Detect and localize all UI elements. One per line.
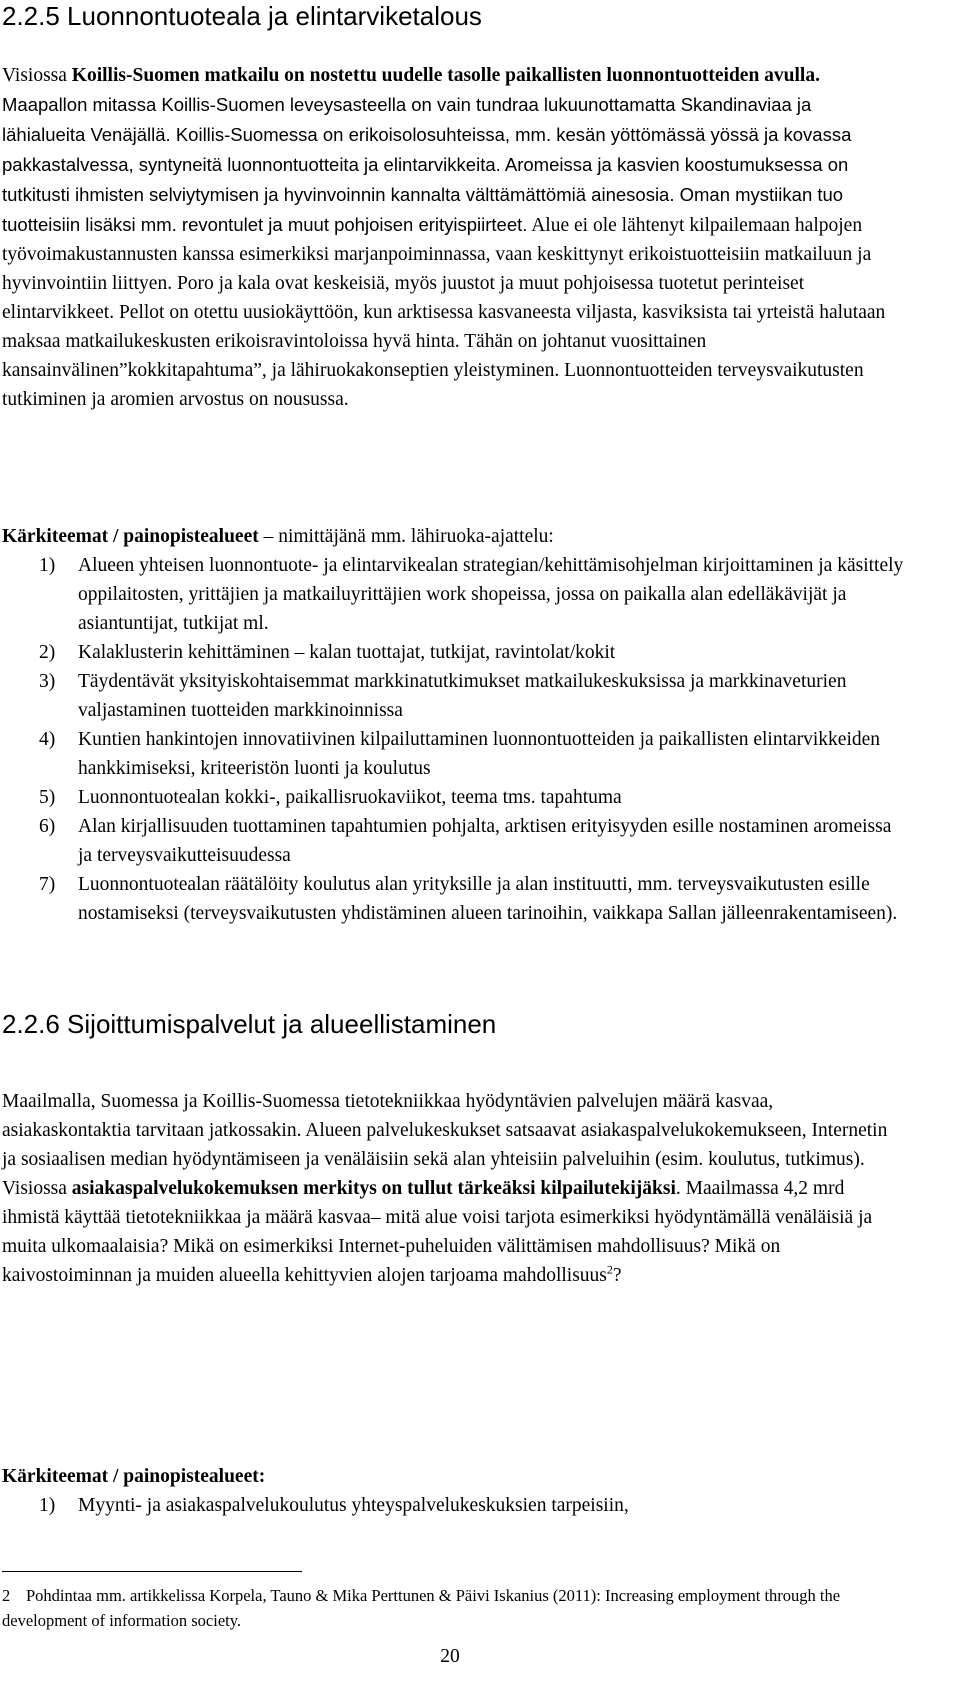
footnote-number: 2 [2,1586,11,1605]
list-text: Alueen yhteisen luonnontuote- ja elintarvikealan strategian/kehittämisohjelman kirjoittaminen ja käsittely oppilaitosten, yrittäjien ja matkailuyrittäjien work shopeissa, jossa on paikalla alan edelläkävijät ja asiantuntijat, tutkijat ml. [78,555,904,634]
focus-areas-label: Kärkiteemat / painopistealueet [2,526,259,547]
list-number: 1) [39,1495,56,1516]
para-bold-text: Koillis-Suomen matkailu on nostettu uudelle tasolle paikallisten luonnontuotteiden avulla. [71,65,820,86]
list-text: Kuntien hankintojen innovatiivinen kilpailuttaminen luonnontuotteiden ja paikallisten elintarvikkeiden hankkimiseksi, kriteeristön luonti ja koulutus [78,729,881,779]
focus-areas-list [0,551,905,928]
list-text: Alan kirjallisuuden tuottaminen tapahtumien pohjalta, arktisen erityisyyden esille nostaminen aromeissa ja terveysvaikutteisuudessa [78,816,892,866]
list-number: 2) [39,642,56,663]
para-text: Alue ei ole lähtenyt kilpailemaan halpojen työvoimakustannusten kanssa esimerkiksi marjanpoiminnassa, vaan keskittynyt erikoistuotteisiin matkailuun ja hyvinvointiin liittyen. Poro ja kala ovat keskeisiä, myös juustot ja muut pohjoisessa tuotetut perinteiset elintarvikkeet. Pellot on otettu uusiokäyttöön, kun arktisessa kasvaneesta viljasta, kasviksista tai yrteistä halutaan maksaa matkailukeskusten erikoisravintoloissa hyvä hinta. Tähän on johtanut vuosittainen kansainvälinen”kokkitapahtuma”, ja lähiruokakonseptien yleistyminen. Luonnontuotteiden terveysvaikutusten tutkiminen ja aromien arvostus on nousussa. [2,215,886,410]
list-number: 5) [39,787,56,808]
list-item [0,1491,905,1520]
list-text: Täydentävät yksityiskohtaisemmat markkinatutkimukset matkailukeskuksissa ja markkinaveturien valjastaminen tuotteiden markkinoinnissa [78,671,847,721]
list-item [0,638,905,667]
footnote-reference[interactable]: 2 [606,1262,613,1277]
footnote [2,1583,907,1633]
list-text: Luonnontuotealan räätälöity koulutus alan yrityksille ja alan instituutti, mm. terveysvaikutusten esille nostamiseksi (terveysvaikutusten yhdistäminen alueen tarinoihin, vaikkapa Sallan jälleenrakentamiseen). [78,874,898,924]
list-item [0,667,905,725]
footnote-divider [2,1571,302,1572]
focus-areas-label: Kärkiteemat / painopistealueet: [2,1466,266,1487]
list-text: Myynti- ja asiakaspalvelukoulutus yhteyspalvelukeskuksien tarpeisiin, [78,1495,629,1516]
para-text-sans: Maapallon mitassa Koillis-Suomen leveysasteella on vain tundraa lukuunottamatta Skandinaviaa ja lähialueita Venäjällä. Koillis-Suomessa on erikoisolosuhteissa, mm. kesän yöttömässä yössä ja kovassa pakkastalvessa, syntyneitä luonnontuotteita ja elintarvikkeita. Aromeissa ja kasvien koostumuksessa on tutkitusti ihmisten selviytymisen ja hyvinvoinnin kannalta välttämättömiä ainesosia. Oman mystiikan tuo tuotteisiin lisäksi mm. revontulet ja muut pohjoisen erityispiirteet. [2,94,852,235]
list-number: 7) [39,874,56,895]
section-paragraph-luonnontuoteala [2,60,898,414]
focus-areas-heading [2,522,554,551]
para-text: Visiossa [2,65,72,86]
list-text: Kalaklusterin kehittäminen – kalan tuottajat, tutkijat, ravintolat/kokit [78,642,616,663]
list-number: 6) [39,816,56,837]
page-number: 20 [440,1646,460,1667]
footnote-text: Pohdintaa mm. artikkelissa Korpela, Tauno & Mika Perttunen & Päivi Iskanius (2011): Increasing employment through the development of information society. [2,1586,841,1630]
focus-areas-list [0,1491,905,1520]
list-item [0,783,905,812]
para-text: Maailmalla, Suomessa ja Koillis-Suomessa tietotekniikkaa hyödyntävien palvelujen määrä kasvaa, asiakaskontaktia tarvitaan jatkossakin. Alueen palvelukeskukset satsaavat asiakaspalvelukokemukseen, Internetin ja sosiaalisen median hyödyntämiseen ja venäläisiin sekä alan yhteisiin palveluihin (esim. koulutus, tutkimus). Visiossa [2,1091,888,1199]
list-item [0,812,905,870]
list-number: 1) [39,555,56,576]
focus-areas-heading [2,1462,265,1491]
list-text: Luonnontuotealan kokki-, paikallisruokaviikot, teema tms. tapahtuma [78,787,622,808]
para-text: ? [612,1265,622,1286]
list-number: 4) [39,729,56,750]
list-item [0,870,905,928]
section-paragraph-sijoittumispalvelut [2,1087,898,1290]
focus-areas-note: – nimittäjänä mm. lähiruoka-ajattelu: [258,526,554,547]
list-item [0,725,905,783]
para-text: . Maailmassa 4,2 mrd ihmistä käyttää tietotekniikkaa ja määrä kasvaa– mitä alue voisi tarjota esimerkiksi hyödyntämällä venäläisiä ja muita ulkomaalaisia? Mikä on esimerkiksi Internet-puheluiden välittämisen mahdollisuus? Mikä on kaivostoiminnan ja muiden alueella kehittyvien alojen tarjoama mahdollisuus [2,1178,873,1286]
section-heading-sijoittumispalvelut: 2.2.6 Sijoittumispalvelut ja alueellistaminen [2,1009,497,1039]
list-item [0,551,905,638]
para-bold-text: asiakaspalvelukokemuksen merkitys on tullut tärkeäksi kilpailutekijäksi [71,1178,676,1199]
list-number: 3) [39,671,56,692]
section-heading-luonnontuoteala: 2.2.5 Luonnontuoteala ja elintarviketalous [2,1,482,31]
